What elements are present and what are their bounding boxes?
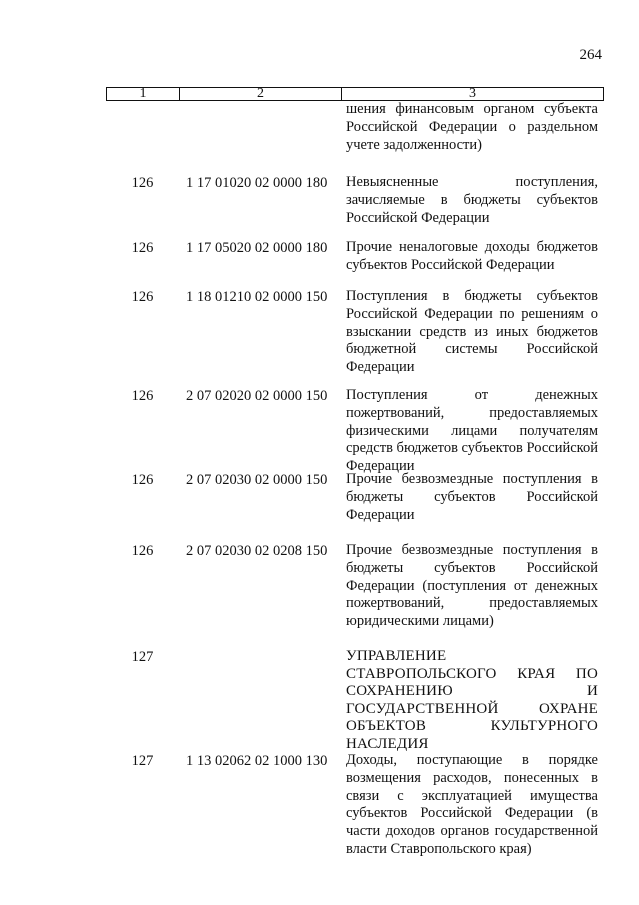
admin-code: 126 bbox=[131, 240, 154, 256]
budget-code: 2 07 02030 02 0000 150 bbox=[186, 472, 328, 488]
revenue-name: Поступления в бюджеты субъектов Российской Федерации по решениям о взыскании средств из иных бюджетов бюджетной системы Российской Федерации bbox=[346, 288, 598, 376]
admin-code: 127 bbox=[131, 753, 154, 769]
revenue-name: Поступления от денежных пожертвований, предоставляемых физическими лицами получателям средств бюджетов субъектов Российской Федерации bbox=[346, 387, 598, 475]
table-header bbox=[106, 87, 604, 101]
continuation-text: шения финансовым органом субъекта Российской Федерации о раздельном учете задолженности) bbox=[346, 101, 598, 153]
admin-code: 126 bbox=[131, 388, 154, 404]
admin-code: 126 bbox=[131, 543, 154, 559]
header-col-3: 3 bbox=[342, 88, 604, 101]
header-col-2: 2 bbox=[180, 88, 342, 101]
revenue-name: Прочие безвозмездные поступления в бюджеты субъектов Российской Федерации (поступления от денежных пожертвований, предоставляемых юридическими лицами) bbox=[346, 542, 598, 630]
revenue-name: Прочие безвозмездные поступления в бюджеты субъектов Российской Федерации bbox=[346, 471, 598, 523]
admin-code: 126 bbox=[131, 472, 154, 488]
admin-code: 127 bbox=[131, 649, 154, 665]
revenue-name: Невыясненные поступления, зачисляемые в бюджеты субъектов Российской Федерации bbox=[346, 174, 598, 226]
budget-code: 1 18 01210 02 0000 150 bbox=[186, 289, 328, 305]
admin-code: 126 bbox=[131, 175, 154, 191]
page-number: 264 bbox=[579, 47, 602, 63]
revenue-name: Прочие неналоговые доходы бюджетов субъектов Российской Федерации bbox=[346, 239, 598, 273]
header-col-1: 1 bbox=[107, 88, 180, 101]
budget-code: 1 17 05020 02 0000 180 bbox=[186, 240, 328, 256]
table-header-row bbox=[107, 88, 604, 101]
budget-code: 1 13 02062 02 1000 130 bbox=[186, 753, 328, 769]
admin-code: 126 bbox=[131, 289, 154, 305]
budget-code: 2 07 02020 02 0000 150 bbox=[186, 388, 328, 404]
budget-code: 2 07 02030 02 0208 150 bbox=[186, 543, 328, 559]
budget-code: 1 17 01020 02 0000 180 bbox=[186, 175, 328, 191]
section-title: УПРАВЛЕНИЕ СТАВРОПОЛЬСКОГО КРАЯ ПО СОХРАНЕНИЮ И ГОСУДАРСТВЕННОЙ ОХРАНЕ ОБЪЕКТОВ КУЛЬТУРНОГО НАСЛЕДИЯ bbox=[346, 648, 598, 752]
revenue-name: Доходы, поступающие в порядке возмещения расходов, понесенных в связи с эксплуатацией имущества субъектов Российской Федерации (в части доходов органов государственной власти Ставропольского края) bbox=[346, 752, 598, 857]
